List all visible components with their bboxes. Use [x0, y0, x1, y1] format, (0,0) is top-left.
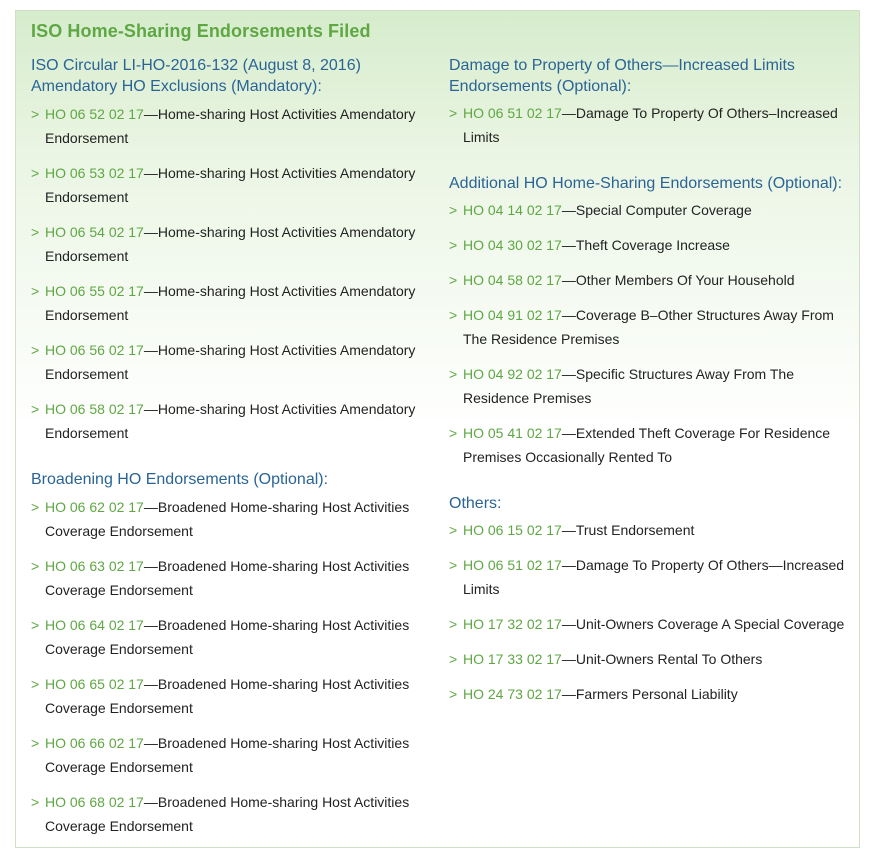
bullet-chevron-icon: > [449, 202, 458, 218]
panel-title: ISO Home-Sharing Endorsements Filed [31, 21, 371, 41]
form-description: —Special Computer Coverage [561, 202, 752, 218]
list-item [449, 233, 854, 257]
form-code: HO 06 51 02 17 [463, 105, 562, 121]
section-heading-additional: Additional HO Home-Sharing Endorsements (Optional): [449, 175, 843, 192]
section-heading-damage-limits: Damage to Property of Others—Increased Limits Endorsements (Optional): [449, 57, 795, 95]
list-item [449, 612, 854, 636]
list-item [31, 731, 436, 779]
bullet-chevron-icon: > [31, 342, 40, 358]
form-description: —Broadened Home-sharing Host Activities Coverage Endorsement [45, 794, 410, 834]
bullet-chevron-icon: > [31, 617, 40, 633]
list-item [31, 220, 436, 268]
list-item [31, 397, 436, 445]
form-description: —Home-sharing Host Activities Amendatory Endorsement [45, 342, 416, 382]
form-code: HO 04 91 02 17 [463, 307, 562, 323]
bullet-chevron-icon: > [449, 651, 458, 667]
form-code: HO 17 32 02 17 [463, 616, 562, 632]
section-heading-amendatory: Amendatory HO Exclusions (Mandatory): [31, 78, 322, 95]
form-description: —Broadened Home-sharing Host Activities Coverage Endorsement [45, 558, 410, 598]
form-code: HO 17 33 02 17 [463, 651, 562, 667]
list-damage-limits [449, 101, 854, 149]
bullet-chevron-icon: > [31, 401, 40, 417]
bullet-chevron-icon: > [449, 307, 458, 323]
form-description: —Unit-Owners Rental To Others [561, 651, 763, 667]
list-item [449, 647, 854, 671]
list-item [31, 338, 436, 386]
form-description: —Home-sharing Host Activities Amendatory Endorsement [45, 106, 416, 146]
form-code: HO 04 14 02 17 [463, 202, 562, 218]
list-item [449, 101, 854, 149]
list-item [449, 303, 854, 351]
form-description: —Unit-Owners Coverage A Special Coverage [561, 616, 845, 632]
form-description: —Home-sharing Host Activities Amendatory Endorsement [45, 165, 416, 205]
list-additional [449, 198, 854, 469]
form-code: HO 06 68 02 17 [45, 794, 144, 810]
form-code: HO 06 63 02 17 [45, 558, 144, 574]
form-description: —Home-sharing Host Activities Amendatory Endorsement [45, 283, 416, 323]
form-code: HO 06 62 02 17 [45, 499, 144, 515]
left-column [31, 55, 436, 849]
form-code: HO 06 55 02 17 [45, 283, 144, 299]
form-code: HO 06 56 02 17 [45, 342, 144, 358]
form-code: HO 06 58 02 17 [45, 401, 144, 417]
form-code: HO 04 58 02 17 [463, 272, 562, 288]
list-item [31, 102, 436, 150]
form-description: —Specific Structures Away From The Residence Premises [463, 366, 794, 406]
list-item [31, 495, 436, 543]
bullet-chevron-icon: > [449, 557, 458, 573]
bullet-chevron-icon: > [449, 425, 458, 441]
form-description: —Home-sharing Host Activities Amendatory Endorsement [45, 401, 416, 441]
form-code: HO 06 64 02 17 [45, 617, 144, 633]
list-item [31, 613, 436, 661]
bullet-chevron-icon: > [31, 794, 40, 810]
form-description: —Damage To Property Of Others–Increased Limits [463, 105, 838, 145]
bullet-chevron-icon: > [31, 499, 40, 515]
list-item [31, 279, 436, 327]
bullet-chevron-icon: > [449, 522, 458, 538]
form-description: —Other Members Of Your Household [561, 272, 795, 288]
bullet-chevron-icon: > [449, 366, 458, 382]
bullet-chevron-icon: > [449, 272, 458, 288]
bullet-chevron-icon: > [31, 224, 40, 240]
endorsements-panel [15, 10, 860, 848]
list-item [31, 790, 436, 838]
list-item [449, 682, 854, 706]
bullet-chevron-icon: > [449, 105, 458, 121]
form-code: HO 04 30 02 17 [463, 237, 562, 253]
list-item [449, 268, 854, 292]
form-code: HO 06 66 02 17 [45, 735, 144, 751]
form-description: —Theft Coverage Increase [561, 237, 730, 253]
form-description: —Broadened Home-sharing Host Activities Coverage Endorsement [45, 676, 410, 716]
circular-reference: ISO Circular LI-HO-2016-132 (August 8, 2016) [31, 57, 361, 74]
list-broadening [31, 495, 436, 838]
list-item [449, 362, 854, 410]
bullet-chevron-icon: > [31, 558, 40, 574]
form-code: HO 06 52 02 17 [45, 106, 144, 122]
form-code: HO 06 15 02 17 [463, 522, 562, 538]
form-description: —Farmers Personal Liability [561, 686, 738, 702]
form-description: —Home-sharing Host Activities Amendatory Endorsement [45, 224, 416, 264]
bullet-chevron-icon: > [31, 283, 40, 299]
list-item [449, 553, 854, 601]
list-item [31, 161, 436, 209]
list-item [449, 421, 854, 469]
list-item [31, 554, 436, 602]
list-amendatory [31, 102, 436, 445]
form-description: —Coverage B–Other Structures Away From The Residence Premises [463, 307, 834, 347]
list-item [449, 518, 854, 542]
form-code: HO 04 92 02 17 [463, 366, 562, 382]
form-code: HO 24 73 02 17 [463, 686, 562, 702]
section-heading-others: Others: [449, 495, 502, 512]
list-item [449, 198, 854, 222]
section-heading-broadening: Broadening HO Endorsements (Optional): [31, 471, 329, 488]
form-code: HO 05 41 02 17 [463, 425, 562, 441]
form-code: HO 06 53 02 17 [45, 165, 144, 181]
right-column [449, 55, 854, 717]
form-description: —Trust Endorsement [561, 522, 695, 538]
bullet-chevron-icon: > [31, 735, 40, 751]
form-description: —Broadened Home-sharing Host Activities Coverage Endorsement [45, 617, 410, 657]
bullet-chevron-icon: > [449, 616, 458, 632]
form-description: —Extended Theft Coverage For Residence Premises Occasionally Rented To [463, 425, 831, 465]
form-description: —Damage To Property Of Others—Increased Limits [463, 557, 845, 597]
form-code: HO 06 65 02 17 [45, 676, 144, 692]
bullet-chevron-icon: > [31, 676, 40, 692]
form-description: —Broadened Home-sharing Host Activities Coverage Endorsement [45, 735, 410, 775]
form-code: HO 06 54 02 17 [45, 224, 144, 240]
bullet-chevron-icon: > [31, 165, 40, 181]
bullet-chevron-icon: > [449, 237, 458, 253]
form-code: HO 06 51 02 17 [463, 557, 562, 573]
list-others [449, 518, 854, 706]
bullet-chevron-icon: > [449, 686, 458, 702]
bullet-chevron-icon: > [31, 106, 40, 122]
form-description: —Broadened Home-sharing Host Activities Coverage Endorsement [45, 499, 410, 539]
list-item [31, 672, 436, 720]
